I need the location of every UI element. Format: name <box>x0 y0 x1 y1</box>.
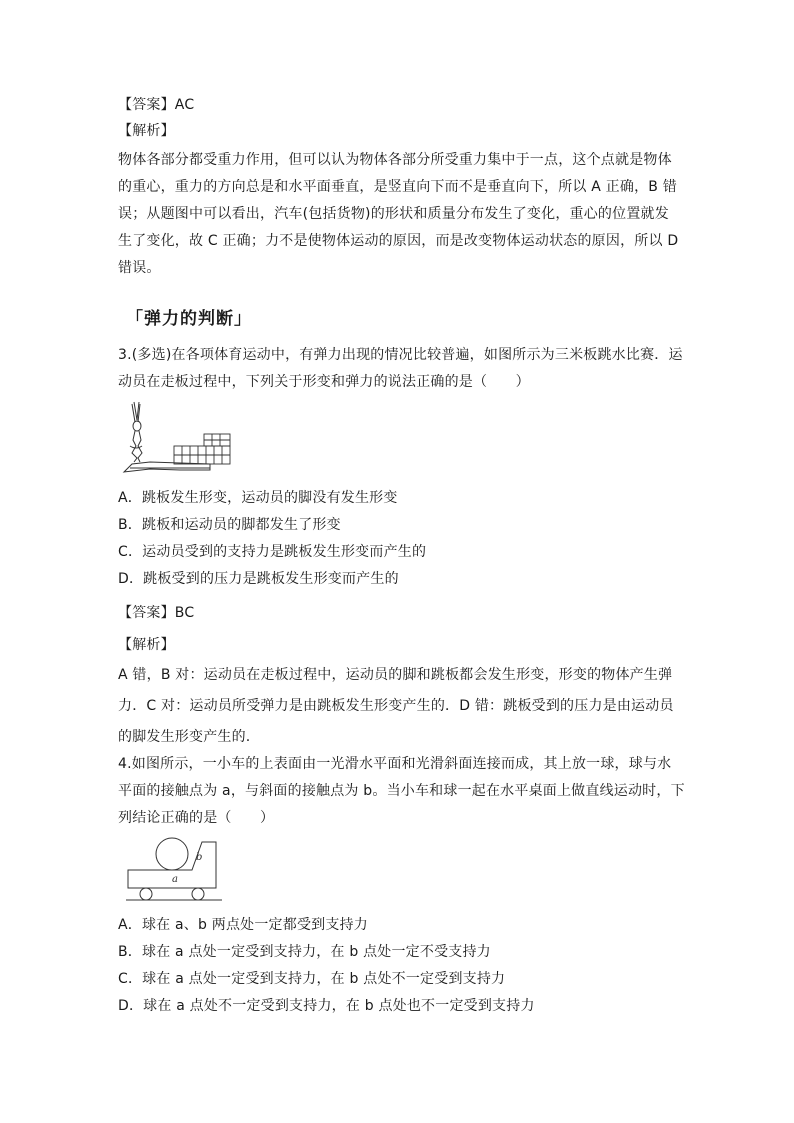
q4-stem-line: 4.如图所示，一小车的上表面由一光滑水平面和光滑斜面连接而成，其上放一球，球与水 <box>118 756 672 772</box>
q3-option-c: C．运动员受到的支持力是跳板发生形变而产生的 <box>118 544 427 560</box>
q3-analysis-label: 【解析】 <box>118 637 175 653</box>
q3-analysis-line: A 错，B 对：运动员在走板过程中，运动员的脚和跳板都会发生形变，形变的物体产生弹 <box>118 667 673 683</box>
q3-option-d: D．跳板受到的压力是跳板发生形变而产生的 <box>118 571 399 587</box>
q3-stem-line: 动员在走板过程中，下列关于形变和弹力的说法正确的是（ ） <box>118 374 530 390</box>
q3-option-b: B．跳板和运动员的脚都发生了形变 <box>118 517 341 533</box>
label-a: a <box>172 874 178 885</box>
section-title: 「弹力的判断」 <box>126 309 252 329</box>
label-b: b <box>196 852 203 863</box>
q2-analysis-line: 物体各部分都受重力作用，但可以认为物体各部分所受重力集中于一点，这个点就是物体 <box>118 152 672 168</box>
q4-option-d: D．球在 a 点处不一定受到支持力，在 b 点处也不一定受到支持力 <box>118 998 535 1014</box>
q2-analysis-label: 【解析】 <box>118 123 175 139</box>
q4-stem-line: 列结论正确的是（ ） <box>118 810 275 826</box>
q2-analysis-line: 生了变化，故 C 正确；力不是使物体运动的原因，而是改变物体运动状态的原因，所以 D <box>118 233 679 249</box>
q3-analysis-line: 力．C 对：运动员所受弹力是由跳板发生形变产生的．D 错：跳板受到的压力是由运动员 <box>118 698 674 714</box>
q3-stem-line: 3.(多选)在各项体育运动中，有弹力出现的情况比较普遍，如图所示为三米板跳水比赛．运 <box>118 347 683 363</box>
q2-analysis-line: 错误。 <box>118 260 161 276</box>
q3-analysis-line: 的脚发生形变产生的. <box>118 729 251 745</box>
q4-option-b: B．球在 a 点处一定受到支持力，在 b 点处一定不受支持力 <box>118 944 491 960</box>
q4-stem-line: 平面的接触点为 a，与斜面的接触点为 b。当小车和球一起在水平桌面上做直线运动时，下 <box>118 783 685 799</box>
q2-analysis-line: 的重心，重力的方向总是和水平面垂直，是竖直向下而不是垂直向下，所以 A 正确，B 错 <box>118 179 677 195</box>
q2-analysis-line: 误；从题图中可以看出，汽车(包括货物)的形状和质量分布发生了变化，重心的位置就发 <box>118 206 669 222</box>
q3-answer: 【答案】BC <box>118 605 195 621</box>
diving-board-figure <box>120 398 235 476</box>
q4-option-c: C．球在 a 点处一定受到支持力，在 b 点处不一定受到支持力 <box>118 971 506 987</box>
q2-answer: 【答案】AC <box>118 97 195 113</box>
q3-option-a: A．跳板发生形变，运动员的脚没有发生形变 <box>118 490 398 506</box>
cart-ball-figure <box>124 836 224 904</box>
q4-option-a: A．球在 a、b 两点处一定都受到支持力 <box>118 917 368 933</box>
